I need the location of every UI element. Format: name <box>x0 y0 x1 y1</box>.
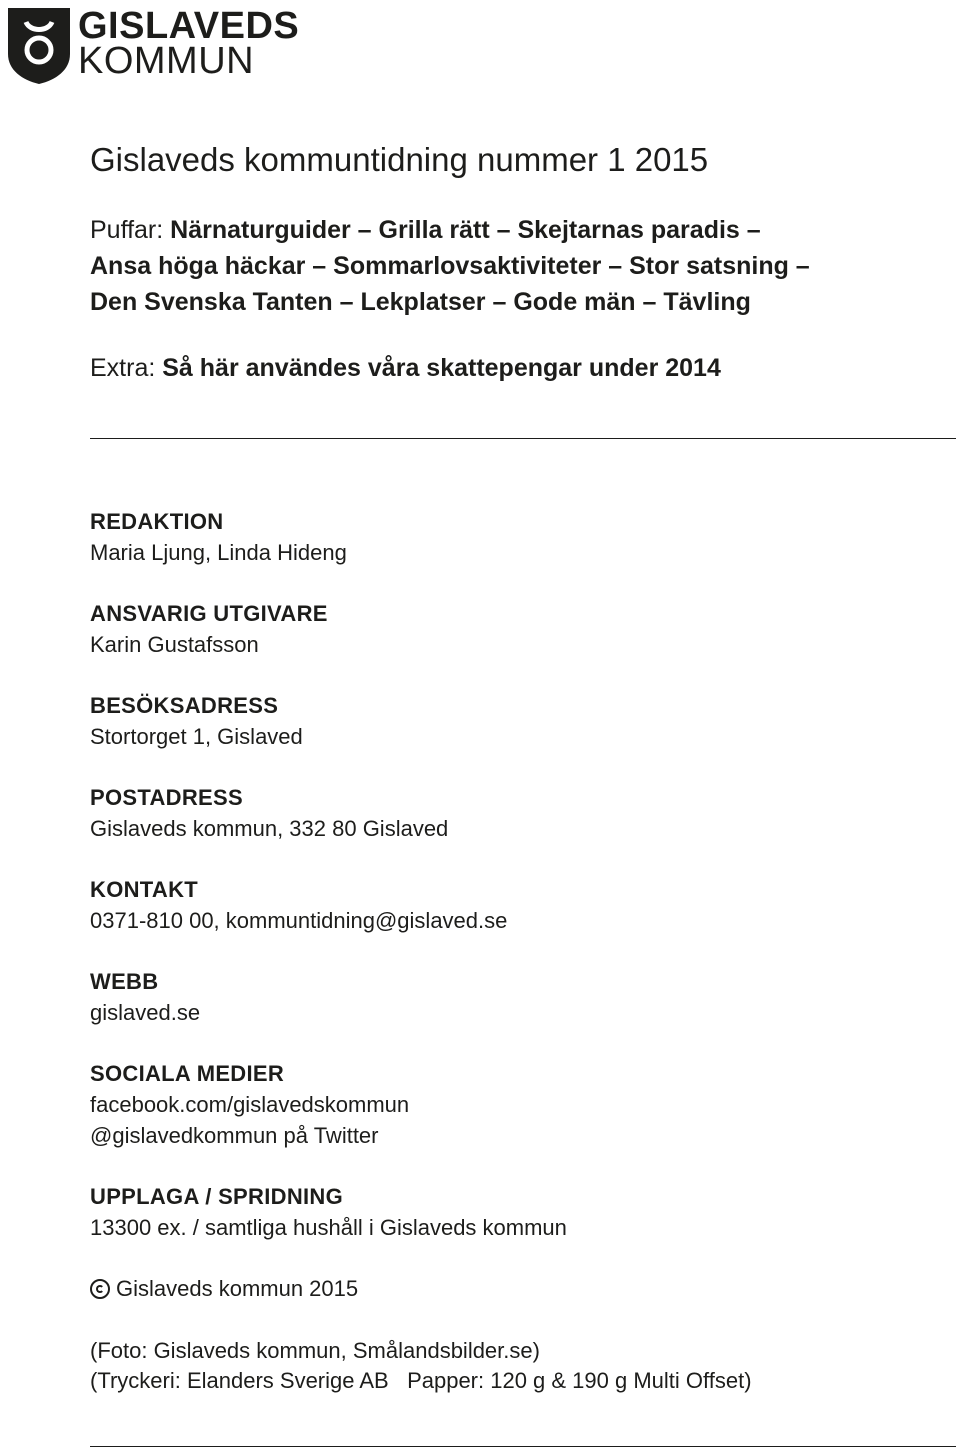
extra-text: Så här användes våra skattepengar under 2014 <box>162 354 721 382</box>
webb-label: WEBB <box>90 969 159 994</box>
besoksadress-label: BESÖKSADRESS <box>90 693 279 718</box>
postadress-label: POSTADRESS <box>90 785 243 810</box>
puffar-items-1: Närnaturguider – Grilla rätt – Skejtarnas paradis – <box>170 216 761 244</box>
sociala-medier-facebook: facebook.com/gislavedskommun <box>90 1092 410 1117</box>
webb-value: gislaved.se <box>90 1000 201 1025</box>
redaktion-label: REDAKTION <box>90 509 224 534</box>
logo <box>4 4 304 86</box>
utgivare-value: Karin Gustafsson <box>90 632 259 657</box>
foto-credit: (Foto: Gislaveds kommun, Smålandsbilder.se) <box>90 1338 540 1363</box>
puffar-line-3: Den Svenska Tanten – Lekplatser – Gode män – Tävling <box>90 288 751 316</box>
copyright-icon <box>90 1279 110 1299</box>
puffar-line-1 <box>90 212 761 248</box>
kontakt-value: 0371-810 00, kommuntidning@gislaved.se <box>90 908 508 933</box>
upplaga-value: 13300 ex. / samtliga hushåll i Gislaveds kommun <box>90 1215 567 1240</box>
sociala-medier-label: SOCIALA MEDIER <box>90 1061 285 1086</box>
divider-bottom <box>90 1446 956 1447</box>
copyright-text: Gislaveds kommun 2015 <box>116 1276 359 1301</box>
extra-line <box>90 350 721 386</box>
tryck-credit: (Tryckeri: Elanders Sverige AB Papper: 120 g & 190 g Multi Offset) <box>90 1368 752 1393</box>
postadress-value: Gislaveds kommun, 332 80 Gislaved <box>90 816 449 841</box>
extra-lead: Extra: <box>90 354 156 382</box>
upplaga-label: UPPLAGA / SPRIDNING <box>90 1184 344 1209</box>
redaktion-value: Maria Ljung, Linda Hideng <box>90 540 347 565</box>
logo-text-gislaveds: GISLAVEDS <box>78 5 300 47</box>
besoksadress-value: Stortorget 1, Gislaved <box>90 724 303 749</box>
page-title: Gislaveds kommuntidning nummer 1 2015 <box>90 141 709 178</box>
sociala-medier-twitter: @gislavedkommun på Twitter <box>90 1123 379 1148</box>
kontakt-label: KONTAKT <box>90 877 199 902</box>
utgivare-label: ANSVARIG UTGIVARE <box>90 601 328 626</box>
copyright-line <box>90 1275 358 1303</box>
puffar-line-2: Ansa höga häckar – Sommarlovsaktiviteter – Stor satsning – <box>90 252 810 280</box>
logo-text-kommun: KOMMUN <box>78 40 255 82</box>
municipal-shield-icon <box>4 4 74 86</box>
divider-top <box>90 438 956 439</box>
puffar-lead: Puffar: <box>90 216 164 244</box>
